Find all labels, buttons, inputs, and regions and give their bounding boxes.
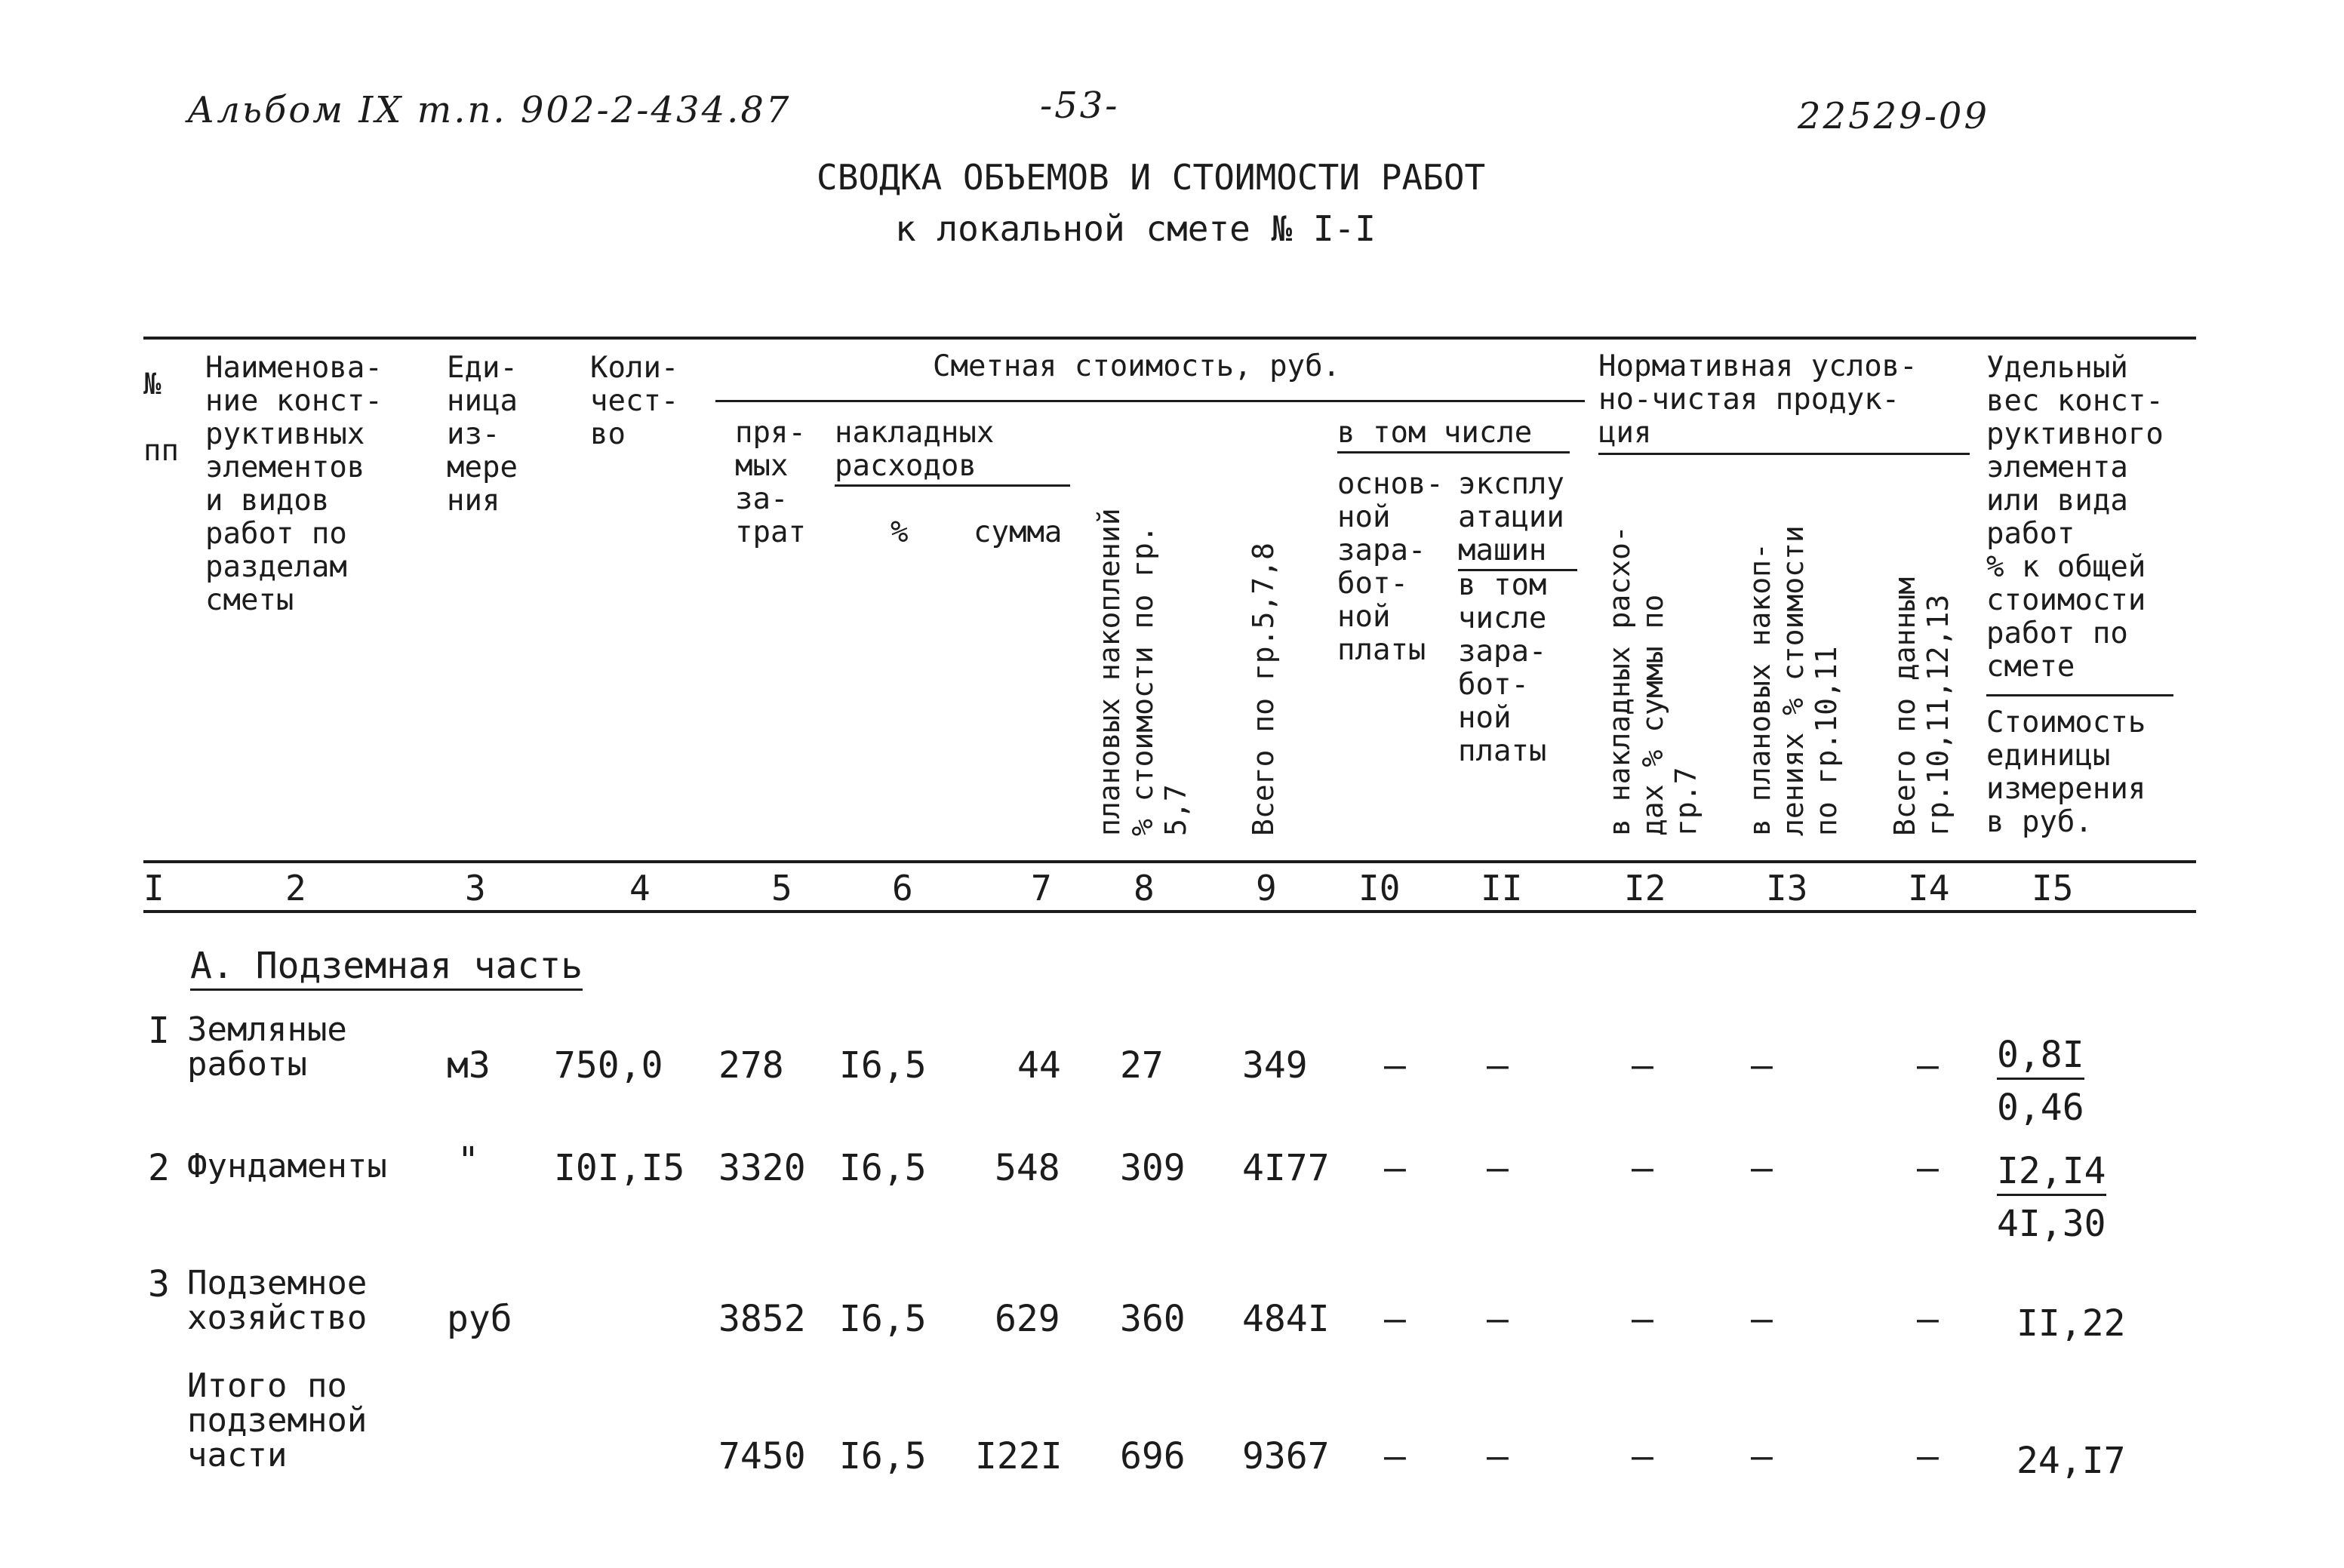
- row-unit-cost: 0,46: [1997, 1087, 2084, 1129]
- overhead-group-header: накладных расходов: [835, 417, 1070, 487]
- col-7-header: сумма: [974, 515, 1063, 549]
- row-plan: 696: [1120, 1435, 1186, 1477]
- col-1-header: № пп: [143, 367, 179, 468]
- document-code: 22529-09: [1798, 95, 1989, 137]
- col-number: I3: [1766, 868, 1808, 909]
- numbers-bottom-rule: [143, 910, 2196, 913]
- row-col12: –: [1632, 1435, 1653, 1477]
- page-number: -53-: [1040, 85, 1120, 127]
- row-col10: –: [1384, 1147, 1406, 1189]
- row-number: 2: [148, 1147, 170, 1189]
- row-col13: –: [1751, 1044, 1773, 1087]
- col-10-header: основ- ной зара- бот- ной платы: [1337, 467, 1444, 667]
- row-pct: I6,5: [839, 1147, 927, 1189]
- row-share: I2,I4: [1997, 1150, 2106, 1196]
- row-total: 484I: [1242, 1298, 1330, 1340]
- row-col14: –: [1917, 1435, 1939, 1477]
- col-5-header: пря- мых за- трат: [735, 416, 806, 549]
- col-number: 5: [771, 868, 792, 909]
- document-title: СВОДКА ОБЪЕМОВ И СТОИМОСТИ РАБОТ: [817, 157, 1486, 198]
- row-sum: 44: [1017, 1044, 1061, 1087]
- row-sum: 629: [995, 1298, 1060, 1340]
- row-col11: –: [1487, 1044, 1509, 1087]
- col-number: 3: [465, 868, 486, 909]
- row-direct: 3320: [718, 1147, 806, 1189]
- row-total: 349: [1242, 1044, 1308, 1087]
- row-direct: 3852: [718, 1298, 806, 1340]
- row-name: Земляные работы: [187, 1010, 347, 1084]
- document-subtitle: к локальной смете № I-I: [895, 208, 1376, 249]
- table-top-rule: [143, 337, 2196, 340]
- row-unit: ": [457, 1139, 479, 1182]
- row-col10: –: [1384, 1435, 1406, 1477]
- col-11-bottom-header: в том числе зара- бот- ной платы: [1458, 568, 1547, 768]
- col-12-header: в накладных расхо- дах % суммы по гр.7: [1603, 525, 1703, 836]
- col-15-top-header: Удельный вес конст- руктивного элемента или вида работ % к общей стоимости работ по смете: [1986, 351, 2164, 684]
- row-col11: –: [1487, 1435, 1509, 1477]
- row-unit: руб: [447, 1298, 512, 1340]
- col-number: II: [1481, 868, 1523, 909]
- row-pct: I6,5: [839, 1298, 927, 1340]
- row-col10: –: [1384, 1298, 1406, 1340]
- col-11-top-header: эксплу атации машин: [1458, 468, 1577, 571]
- row-share: II,22: [2016, 1302, 2126, 1345]
- col-number: 7: [1031, 868, 1052, 909]
- row-col14: –: [1917, 1044, 1939, 1087]
- col-6-header: %: [891, 515, 909, 549]
- cost-group-rule: [715, 400, 1585, 402]
- incl-group-header: в том числе: [1337, 417, 1570, 453]
- row-name: Итого по подземной части: [187, 1367, 368, 1474]
- row-col12: –: [1632, 1147, 1653, 1189]
- row-name: Подземное хозяйство: [187, 1264, 368, 1337]
- row-sum: I22I: [975, 1435, 1063, 1477]
- section-title: А. Подземная часть: [190, 945, 583, 991]
- row-col11: –: [1487, 1147, 1509, 1189]
- row-plan: 309: [1120, 1147, 1186, 1189]
- col-14-header: Всего по данным гр.10,11,12,13: [1888, 576, 1955, 836]
- col-13-header: в плановых накоп- лениях % стоимости по гр.10,11: [1743, 525, 1843, 836]
- row-qty: 750,0: [554, 1044, 663, 1087]
- row-total: 4I77: [1242, 1147, 1330, 1189]
- norm-group-rule: [1598, 453, 1970, 455]
- row-share: 24,I7: [2016, 1440, 2126, 1482]
- col-9-header: Всего по гр.5,7,8: [1247, 543, 1280, 836]
- row-plan: 27: [1120, 1044, 1164, 1087]
- row-col11: –: [1487, 1298, 1509, 1340]
- row-col14: –: [1917, 1298, 1939, 1340]
- row-col13: –: [1751, 1298, 1773, 1340]
- row-sum: 548: [995, 1147, 1060, 1189]
- col-15-bottom-header: Стоимость единицы измерения в руб.: [1986, 706, 2146, 839]
- row-unit-cost: 4I,30: [1997, 1203, 2106, 1245]
- col-8-header: плановых накоплений % стоимости по гр. 5,7: [1093, 508, 1192, 836]
- col-number: I2: [1624, 868, 1666, 909]
- cost-group-header: Сметная стоимость, руб.: [933, 349, 1341, 383]
- row-col14: –: [1917, 1147, 1939, 1189]
- row-unit: м3: [447, 1044, 491, 1087]
- row-total: 9367: [1242, 1435, 1330, 1477]
- row-number: I: [148, 1010, 170, 1052]
- row-pct: I6,5: [839, 1435, 927, 1477]
- col-2-header: Наименова- ние конст- руктивных элементов и видов работ по разделам сметы: [205, 351, 383, 617]
- row-direct: 278: [718, 1044, 784, 1087]
- col-number: I5: [2032, 868, 2074, 909]
- share-divider-rule: [1986, 694, 2173, 696]
- row-number: 3: [148, 1263, 170, 1305]
- row-share: 0,8I: [1997, 1034, 2084, 1080]
- col-number: 8: [1134, 868, 1155, 909]
- row-col12: –: [1632, 1298, 1653, 1340]
- col-number: 6: [892, 868, 913, 909]
- col-number: 9: [1256, 868, 1277, 909]
- row-name: Фундаменты: [187, 1147, 387, 1185]
- row-col13: –: [1751, 1435, 1773, 1477]
- col-number: 4: [629, 868, 651, 909]
- row-col13: –: [1751, 1147, 1773, 1189]
- row-col10: –: [1384, 1044, 1406, 1087]
- norm-group-header: Нормативная услов- но-чистая продук- ция: [1598, 349, 1918, 450]
- col-number: I0: [1358, 868, 1401, 909]
- col-number: 2: [285, 868, 306, 909]
- row-plan: 360: [1120, 1298, 1186, 1340]
- col-number: I: [143, 868, 165, 909]
- header-bottom-rule: [143, 860, 2196, 863]
- col-number: I4: [1908, 868, 1950, 909]
- row-pct: I6,5: [839, 1044, 927, 1087]
- album-reference: Альбом IX т.п. 902-2-434.87: [187, 89, 792, 131]
- row-qty: I0I,I5: [554, 1147, 685, 1189]
- row-col12: –: [1632, 1044, 1653, 1087]
- col-4-header: Коли- чест- во: [590, 351, 679, 451]
- col-3-header: Еди- ница из- мере ния: [447, 351, 518, 518]
- row-direct: 7450: [718, 1435, 806, 1477]
